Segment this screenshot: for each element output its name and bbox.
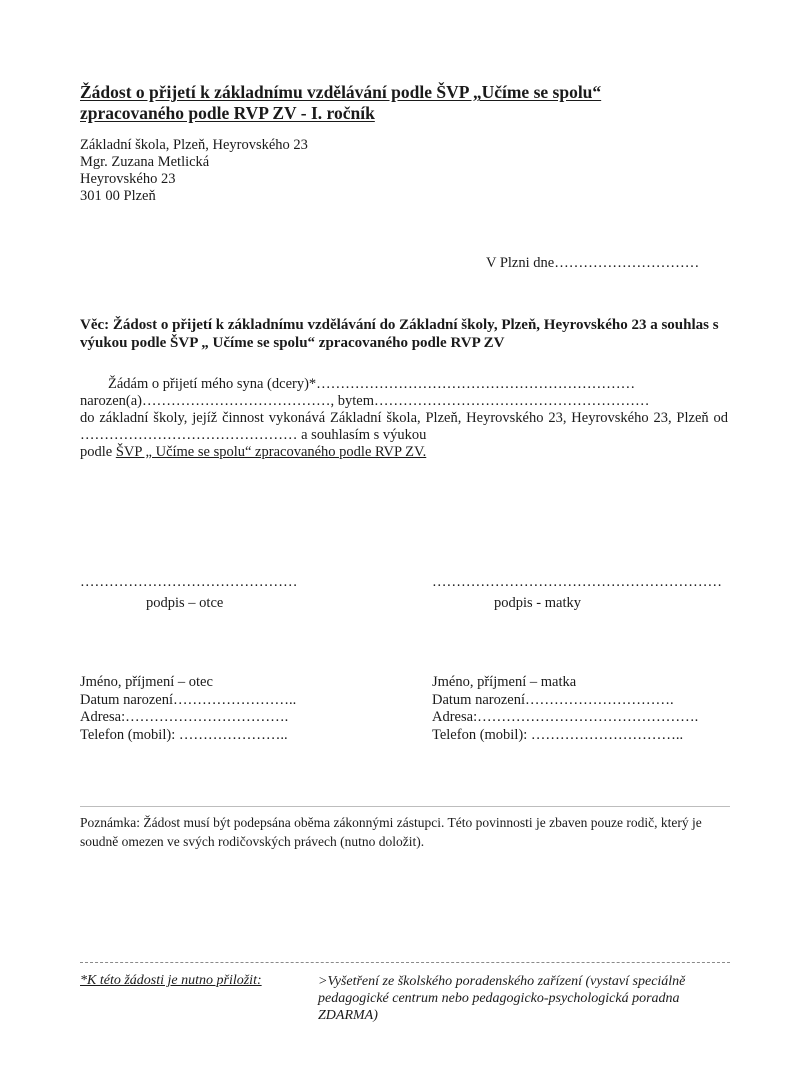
body-line-request[interactable]: Žádám o přijetí mého syna (dcery)*………………………………………………………… <box>108 376 636 392</box>
document-title <box>80 82 740 124</box>
mother-details <box>432 674 698 744</box>
father-address-field[interactable]: Adresa:……………………………. <box>80 709 289 725</box>
body-line-svp <box>80 444 728 461</box>
father-dob-field[interactable]: Datum narození…………………….. <box>80 691 297 708</box>
attachment-label-text: *K této žádosti je nutno přiložit: <box>80 973 262 988</box>
recipient-line: 301 00 Plzeň <box>80 188 156 204</box>
recipient-address <box>80 137 308 205</box>
svp-reference: ŠVP „ Učíme se spolu“ zpracovaného podle RVP ZV. <box>115 444 427 460</box>
note-separator <box>80 806 730 807</box>
mother-signature-line[interactable]: …………………………………………………… <box>432 574 722 590</box>
request-body <box>80 376 728 461</box>
mother-signature-label: podpis - matky <box>494 595 581 611</box>
recipient-line: Heyrovského 23 <box>80 171 176 187</box>
mother-dob-field[interactable]: Datum narození…………………………. <box>432 691 674 708</box>
mother-name-field[interactable]: Jméno, příjmení – matka <box>432 674 577 690</box>
father-name-field[interactable]: Jméno, příjmení – otec <box>80 674 213 690</box>
recipient-line: Základní škola, Plzeň, Heyrovského 23 <box>80 137 308 153</box>
mother-phone-field[interactable]: Telefon (mobil): ………………………….. <box>432 726 684 743</box>
attachment-text: >Vyšetření ze školského poradenského zařízení (vystaví speciálně pedagogické centrum nebo pedagogicko-psychologická poradna ZDARMA) <box>318 974 686 1023</box>
father-phone-field[interactable]: Telefon (mobil): ………………….. <box>80 726 288 743</box>
title-line-1: Žádost o přijetí k základnímu vzdělávání podle ŠVP „Učíme se spolu“ <box>80 82 602 102</box>
attachment-label <box>80 973 262 989</box>
footer-separator <box>80 962 730 963</box>
father-signature-line[interactable]: ……………………………………… <box>80 574 298 590</box>
father-signature-label: podpis – otce <box>146 595 224 611</box>
title-line-2: zpracovaného podle RVP ZV - I. ročník <box>80 103 375 123</box>
date-field[interactable]: V Plzni dne………………………… <box>486 255 700 271</box>
body-prefix: podle <box>80 444 116 460</box>
father-details <box>80 674 296 744</box>
body-line-birth-address[interactable]: narozen(a)…………………………………, bytem………………………………………………… <box>80 393 650 409</box>
subject-line: Věc: Žádost o přijetí k základnímu vzdělávání do Základní školy, Plzeň, Heyrovského 23 a souhlas s výukou podle ŠVP „ Učíme se spolu“ zpracovaného podle RVP ZV <box>80 317 719 351</box>
mother-address-field[interactable]: Adresa:………………………………………. <box>432 709 699 725</box>
recipient-line: Mgr. Zuzana Metlická <box>80 154 210 170</box>
body-line-school[interactable]: do základní školy, jejíž činnost vykonává Základní škola, Plzeň, Heyrovského 23, Heyrovského 23, Plzeň od ……………………………………… a souhlasím s výukou <box>80 410 728 443</box>
note-paragraph: Poznámka: Žádost musí být podepsána oběma zákonnými zástupci. Této povinnosti je zbaven pouze rodič, který je soudně omezen ve svých rodičovských právech (nutno doložit). <box>80 815 702 849</box>
